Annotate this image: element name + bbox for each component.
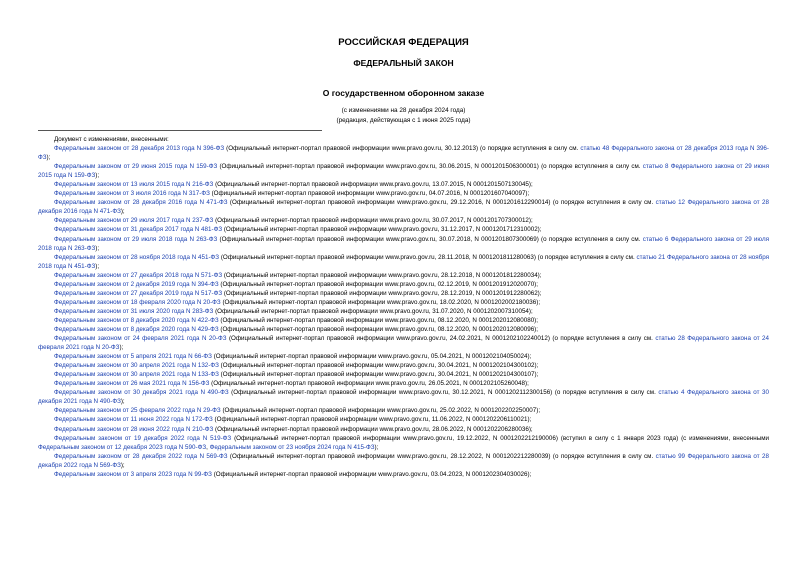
amendment-article-link[interactable]: статью 8 Федерального закона от 29 июня 2015 года N 159-ФЗ: [38, 163, 769, 180]
edition-note-amended: (с изменениями на 28 декабря 2024 года): [341, 107, 466, 114]
amendment-law-link[interactable]: Федеральным законом от 29 июня 2015 года N 159-ФЗ: [54, 163, 218, 171]
amendment-text: );: [46, 154, 51, 162]
amendment-law-link[interactable]: Федеральным законом от 28 декабря 2013 года N 396-ФЗ: [54, 145, 225, 153]
amendment-text: );: [374, 443, 379, 451]
amendment-text: );: [119, 344, 124, 352]
amendment-text: (Официальный интернет-портал правовой информации www.pravo.gov.ru, 31.12.2017, N 0001201712310002);: [222, 226, 542, 234]
document-title: О государственном оборонном заказе: [322, 88, 485, 98]
amendment-entry: [38, 370, 769, 379]
amendment-law-link[interactable]: Федеральным законом от 13 июля 2015 года N 216-ФЗ: [54, 181, 214, 189]
amendment-article-link[interactable]: статью 28 Федерального закона от 24 февраля 2021 года N 20-ФЗ: [38, 335, 769, 352]
amendment-text: (Официальный интернет-портал правовой информации www.pravo.gov.ru, 28.12.2019, N 0001201912280062);: [222, 289, 542, 297]
amendment-law-link[interactable]: Федеральным законом от 24 февраля 2021 года N 20-ФЗ: [54, 335, 227, 343]
amendment-text: (Официальный интернет-портал правовой информации www.pravo.gov.ru, 30.06.2015, N 0001201506300001) (о порядке вступления в силу см.: [217, 163, 643, 171]
amendment-text: (Официальный интернет-портал правовой информации www.pravo.gov.ru, 28.12.2022, N 0001202212280039) (о порядке вступления в силу см.: [227, 452, 656, 460]
amendment-law-link[interactable]: Федеральным законом от 30 апреля 2021 года N 133-ФЗ: [54, 371, 219, 379]
amendment-entry: [38, 452, 769, 470]
amendment-entry: [38, 415, 769, 424]
separator-line: [38, 130, 322, 131]
amendment-text: (Официальный интернет-портал правовой информации www.pravo.gov.ru, 13.07.2015, N 0001201507130045);: [213, 181, 533, 189]
amendment-entry: [38, 388, 769, 406]
edition-note-effective: (редакция, действующая с 1 июня 2025 года): [336, 117, 471, 124]
amendment-law-link[interactable]: Федеральным законом от 3 апреля 2023 года N 99-ФЗ: [54, 470, 212, 478]
amendment-law-link[interactable]: Федеральным законом от 31 июля 2020 года N 283-ФЗ: [54, 307, 214, 315]
amendment-law-link[interactable]: Федеральным законом от 11 июня 2022 года N 172-ФЗ: [54, 416, 213, 424]
amendment-entry: [38, 334, 769, 352]
amendment-law-link[interactable]: Федеральным законом от 18 февраля 2020 года N 20-ФЗ: [54, 298, 221, 306]
amendment-entry: [38, 280, 769, 289]
amendment-text: (Официальный интернет-портал правовой информации www.pravo.gov.ru, 30.12.2021, N 0001202112300156) (о порядке вступления в силу см.: [228, 389, 659, 397]
amendment-law-link[interactable]: Федеральным законом от 8 декабря 2020 года N 429-ФЗ: [54, 325, 219, 333]
amendment-entry: [38, 189, 769, 198]
amendment-text: (Официальный интернет-портал правовой информации www.pravo.gov.ru, 08.12.2020, N 0001202012080080);: [218, 316, 539, 324]
amendment-article-link[interactable]: статью 12 Федерального закона от 28 декабря 2016 года N 471-ФЗ: [38, 199, 769, 216]
amendment-text: (Официальный интернет-портал правовой информации www.pravo.gov.ru, 24.02.2021, N 0001202102240012) (о порядке вступления в силу см.: [226, 335, 656, 343]
amendment-entry: [38, 162, 769, 180]
amendment-law-link[interactable]: Федеральным законом от 23 ноября 2024 года N 415-ФЗ: [209, 443, 375, 451]
amendment-article-link[interactable]: статью 21 Федерального закона от 28 ноября 2018 года N 451-ФЗ: [38, 253, 769, 270]
amendment-article-link[interactable]: статью 4 Федерального закона от 30 декабря 2021 года N 490-ФЗ: [38, 389, 769, 406]
amendment-text: (Официальный интернет-портал правовой информации www.pravo.gov.ru, 03.04.2023, N 0001202304030026);: [211, 470, 532, 478]
amendment-text: (Официальный интернет-портал правовой информации www.pravo.gov.ru, 29.12.2016, N 0001201612290014) (о порядке вступления в силу см.: [227, 199, 656, 207]
amendment-entry: [38, 425, 769, 434]
amendment-law-link[interactable]: Федеральным законом от 26 мая 2021 года N 156-ФЗ: [54, 380, 210, 388]
amendment-text: );: [120, 461, 125, 469]
amendment-text: (Официальный интернет-портал правовой информации www.pravo.gov.ru, 04.07.2016, N 0001201607040097);: [209, 190, 530, 198]
amendment-law-link[interactable]: Федеральным законом от 25 февраля 2022 года N 29-ФЗ: [54, 407, 221, 415]
amendment-entry: [38, 235, 769, 253]
amendment-text: );: [95, 244, 100, 252]
amendment-text: (Официальный интернет-портал правовой информации www.pravo.gov.ru, 28.06.2022, N 0001202206280036);: [213, 425, 533, 433]
amendment-text: );: [95, 262, 100, 270]
amendment-law-link[interactable]: Федеральным законом от 27 декабря 2019 года N 517-ФЗ: [54, 289, 223, 297]
amendment-entry: [38, 406, 769, 415]
amendment-entry: [38, 144, 769, 162]
amendment-entry: [38, 307, 769, 316]
amendment-text: (Официальный интернет-портал правовой информации www.pravo.gov.ru, 30.07.2018, N 0001201807300069) (о порядке вступления в силу см.: [217, 235, 643, 243]
amendment-entry: [38, 379, 769, 388]
amendment-text: (Официальный интернет-портал правовой информации www.pravo.gov.ru, 30.07.2017, N 0001201707300012);: [213, 217, 533, 225]
amendment-text: (Официальный интернет-портал правовой информации www.pravo.gov.ru, 28.12.2018, N 0001201812280034);: [222, 271, 542, 279]
amendment-text: (Официальный интернет-портал правовой информации www.pravo.gov.ru, 25.02.2022, N 0001202202250007);: [220, 407, 541, 415]
amendment-text: (Официальный интернет-портал правовой информации www.pravo.gov.ru, 19.12.2022, N 0001202212190006) (вступил в силу с 1 января 2023 года) (с изменениями, внесенными: [231, 434, 769, 442]
amendment-text: );: [95, 172, 100, 180]
amendment-text: (Официальный интернет-портал правовой информации www.pravo.gov.ru, 02.12.2019, N 0001201912020070);: [218, 280, 539, 288]
amendment-entry: [38, 352, 769, 361]
amendment-law-link[interactable]: Федеральным законом от 28 декабря 2022 года N 569-ФЗ: [54, 452, 228, 460]
header-country: РОССИЙСКАЯ ФЕДЕРАЦИЯ: [338, 37, 469, 48]
amendment-law-link[interactable]: Федеральным законом от 29 июля 2017 года N 237-ФЗ: [54, 217, 214, 225]
amendment-entry: [38, 225, 769, 234]
amendment-law-link[interactable]: Федеральным законом от 31 декабря 2017 года N 481-ФЗ: [54, 226, 223, 234]
amendment-text: (Официальный интернет-портал правовой информации www.pravo.gov.ru, 11.06.2022, N 0001202206110021);: [212, 416, 532, 424]
amendment-law-link[interactable]: Федеральным законом от 5 апреля 2021 года N 66-ФЗ: [54, 353, 212, 361]
amendment-entry: [38, 198, 769, 216]
amendment-entry: [38, 271, 769, 280]
amendment-text: );: [120, 398, 125, 406]
amendment-article-link[interactable]: статью 48 Федерального закона от 28 декабря 2013 года N 396-ФЗ: [38, 145, 769, 162]
amendment-text: (Официальный интернет-портал правовой информации www.pravo.gov.ru, 30.04.2021, N 0001202104300102);: [218, 362, 539, 370]
amendment-text: (Официальный интернет-портал правовой информации www.pravo.gov.ru, 30.12.2013) (о порядке вступления в силу см.: [224, 145, 581, 153]
amendment-text: (Официальный интернет-портал правовой информации www.pravo.gov.ru, 28.11.2018, N 0001201811280063) (о порядке вступления в силу см.: [219, 253, 637, 261]
amendment-entry: [38, 298, 769, 307]
amendment-article-link[interactable]: статью 99 Федерального закона от 28 декабря 2022 года N 569-ФЗ: [38, 452, 769, 469]
amendment-law-link[interactable]: Федеральным законом от 30 апреля 2021 года N 132-ФЗ: [54, 362, 219, 370]
amendment-entry: [38, 216, 769, 225]
amendment-text: (Официальный интернет-портал правовой информации www.pravo.gov.ru, 31.07.2020, N 0001202007310054);: [213, 307, 533, 315]
amendment-entry: [38, 289, 769, 298]
amendment-entry: [38, 361, 769, 370]
amendment-law-link[interactable]: Федеральным законом от 28 июня 2022 года N 210-ФЗ: [54, 425, 214, 433]
amendment-text: (Официальный интернет-портал правовой информации www.pravo.gov.ru, 26.05.2021, N 0001202105260048);: [209, 380, 529, 388]
amendment-entry: [38, 180, 769, 189]
header-doc-type: ФЕДЕРАЛЬНЫЙ ЗАКОН: [353, 58, 454, 68]
amendments-lead: Документ с изменениями, внесенными:: [54, 136, 169, 143]
amendment-entry: [38, 434, 769, 452]
amendment-entry: [38, 470, 769, 479]
amendment-text: );: [120, 208, 125, 216]
amendment-entry: [38, 316, 769, 325]
amendment-law-link[interactable]: Федеральным законом от 28 декабря 2016 года N 471-ФЗ: [54, 199, 228, 207]
amendment-article-link[interactable]: статью 6 Федерального закона от 29 июля 2018 года N 263-ФЗ: [38, 235, 769, 252]
amendment-law-link[interactable]: Федеральным законом от 19 декабря 2022 года N 519-ФЗ: [54, 434, 232, 442]
amendment-law-link[interactable]: Федеральным законом от 8 декабря 2020 года N 422-ФЗ: [54, 316, 219, 324]
amendment-entry: [38, 325, 769, 334]
amendment-law-link[interactable]: Федеральным законом от 29 июля 2018 года N 263-ФЗ: [54, 235, 218, 243]
amendment-text: (Официальный интернет-портал правовой информации www.pravo.gov.ru, 18.02.2020, N 0001202002180036);: [220, 298, 541, 306]
amendments-list: [38, 135, 769, 479]
amendment-law-link[interactable]: Федеральным законом от 30 декабря 2021 года N 490-ФЗ: [54, 389, 229, 397]
amendment-law-link[interactable]: Федеральным законом от 3 июля 2016 года N 317-ФЗ: [54, 190, 210, 198]
amendment-law-link[interactable]: Федеральным законом от 2 декабря 2019 года N 394-ФЗ: [54, 280, 219, 288]
amendment-law-link[interactable]: Федеральным законом от 27 декабря 2018 года N 571-ФЗ: [54, 271, 223, 279]
amendment-text: (Официальный интернет-портал правовой информации www.pravo.gov.ru, 08.12.2020, N 0001202012080096);: [218, 325, 539, 333]
amendment-text: ,: [206, 443, 210, 451]
amendment-law-link[interactable]: Федеральным законом от 28 ноября 2018 года N 451-ФЗ: [54, 253, 220, 261]
amendment-article-link[interactable]: Федеральным законом от 12 декабря 2023 года N 590-ФЗ: [38, 443, 207, 451]
amendment-entry: [38, 253, 769, 271]
amendment-text: (Официальный интернет-портал правовой информации www.pravo.gov.ru, 30.04.2021, N 0001202104300107);: [218, 371, 539, 379]
amendment-text: (Официальный интернет-портал правовой информации www.pravo.gov.ru, 05.04.2021, N 0001202104050024);: [211, 353, 532, 361]
